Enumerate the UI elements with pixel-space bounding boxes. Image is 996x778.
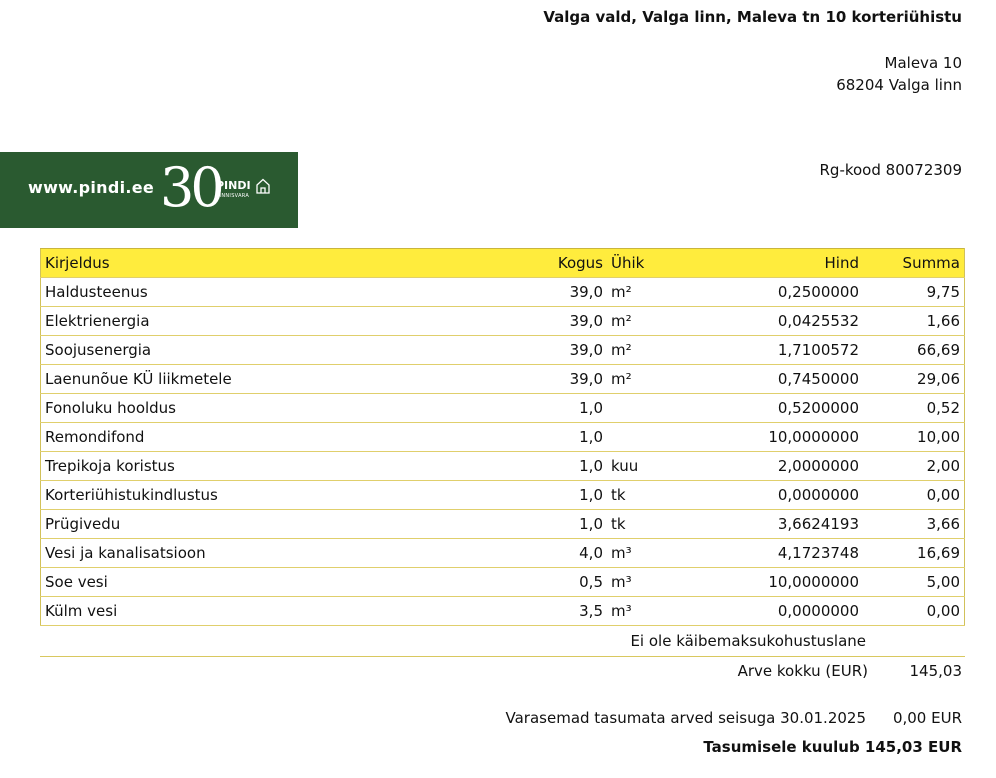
cell-price: 0,2500000: [685, 278, 863, 307]
cell-price: 4,1723748: [685, 539, 863, 568]
total-label: Arve kokku (EUR): [737, 662, 868, 680]
vat-note: Ei ole käibemaksukohustuslane: [630, 632, 866, 650]
cell-price: 0,0000000: [685, 481, 863, 510]
cell-quantity: 1,0: [529, 481, 607, 510]
cell-description: Elektrienergia: [41, 307, 530, 336]
cell-description: Korteriühistukindlustus: [41, 481, 530, 510]
cell-quantity: 39,0: [529, 365, 607, 394]
cell-unit: m²: [607, 365, 685, 394]
cell-price: 1,7100572: [685, 336, 863, 365]
cell-unit: kuu: [607, 452, 685, 481]
cell-price: 0,7450000: [685, 365, 863, 394]
cell-sum: 0,52: [863, 394, 965, 423]
cell-sum: 66,69: [863, 336, 965, 365]
header-description: Kirjeldus: [41, 249, 530, 278]
cell-description: Laenunõue KÜ liikmetele: [41, 365, 530, 394]
cell-price: 0,5200000: [685, 394, 863, 423]
pindi-banner[interactable]: [0, 152, 298, 228]
cell-price: 0,0425532: [685, 307, 863, 336]
cell-sum: 0,00: [863, 481, 965, 510]
cell-quantity: 1,0: [529, 452, 607, 481]
cell-unit: m³: [607, 597, 685, 626]
cell-unit: tk: [607, 510, 685, 539]
divider: [40, 656, 965, 657]
table-row: [41, 278, 965, 307]
banner-url[interactable]: www.pindi.ee: [28, 178, 155, 197]
house-icon: [256, 178, 270, 198]
cell-unit: m³: [607, 539, 685, 568]
header-unit: Ühik: [607, 249, 685, 278]
cell-sum: 1,66: [863, 307, 965, 336]
table-header-row: [41, 249, 965, 278]
cell-sum: 5,00: [863, 568, 965, 597]
cell-unit: m³: [607, 568, 685, 597]
company-name: Valga vald, Valga linn, Maleva tn 10 korteriühistu: [543, 8, 962, 26]
cell-quantity: 39,0: [529, 336, 607, 365]
cell-unit: m²: [607, 307, 685, 336]
table-row: [41, 307, 965, 336]
table-row: [41, 452, 965, 481]
cell-price: 0,0000000: [685, 597, 863, 626]
registry-code: Rg-kood 80072309: [819, 161, 962, 179]
cell-quantity: 0,5: [529, 568, 607, 597]
cell-sum: 3,66: [863, 510, 965, 539]
cell-description: Külm vesi: [41, 597, 530, 626]
invoice-table: [40, 248, 965, 626]
cell-unit: m²: [607, 278, 685, 307]
cell-description: Soojusenergia: [41, 336, 530, 365]
table-row: [41, 481, 965, 510]
header-sum: Summa: [863, 249, 965, 278]
address-line-2: 68204 Valga linn: [836, 76, 962, 94]
brand-name: PINDI: [216, 179, 251, 192]
total-value: 145,03: [909, 662, 962, 680]
cell-quantity: 1,0: [529, 510, 607, 539]
cell-unit: [607, 394, 685, 423]
cell-quantity: 39,0: [529, 307, 607, 336]
previous-unpaid-label: Varasemad tasumata arved seisuga 30.01.2025: [505, 709, 866, 727]
cell-sum: 9,75: [863, 278, 965, 307]
cell-quantity: 39,0: [529, 278, 607, 307]
cell-price: 3,6624193: [685, 510, 863, 539]
amount-due: Tasumisele kuulub 145,03 EUR: [703, 738, 962, 756]
table-row: [41, 597, 965, 626]
cell-price: 10,0000000: [685, 568, 863, 597]
brand-subtitle: KINNISVARA: [216, 193, 250, 199]
cell-sum: 0,00: [863, 597, 965, 626]
cell-quantity: 1,0: [529, 423, 607, 452]
cell-sum: 29,06: [863, 365, 965, 394]
table-row: [41, 539, 965, 568]
table-row: [41, 365, 965, 394]
cell-quantity: 4,0: [529, 539, 607, 568]
previous-unpaid-value: 0,00 EUR: [892, 709, 962, 727]
header-price: Hind: [685, 249, 863, 278]
cell-description: Prügivedu: [41, 510, 530, 539]
cell-sum: 10,00: [863, 423, 965, 452]
cell-description: Fonoluku hooldus: [41, 394, 530, 423]
cell-sum: 16,69: [863, 539, 965, 568]
table-row: [41, 336, 965, 365]
address-line-1: Maleva 10: [884, 54, 962, 72]
cell-unit: [607, 423, 685, 452]
cell-price: 10,0000000: [685, 423, 863, 452]
company-address: [836, 52, 962, 96]
header-quantity: Kogus: [529, 249, 607, 278]
cell-price: 2,0000000: [685, 452, 863, 481]
cell-description: Remondifond: [41, 423, 530, 452]
anniversary-number: 30: [160, 156, 221, 219]
cell-quantity: 1,0: [529, 394, 607, 423]
cell-description: Trepikoja koristus: [41, 452, 530, 481]
table-row: [41, 510, 965, 539]
cell-sum: 2,00: [863, 452, 965, 481]
table-row: [41, 423, 965, 452]
cell-unit: tk: [607, 481, 685, 510]
cell-description: Haldusteenus: [41, 278, 530, 307]
cell-quantity: 3,5: [529, 597, 607, 626]
table-row: [41, 568, 965, 597]
cell-description: Vesi ja kanalisatsioon: [41, 539, 530, 568]
table-row: [41, 394, 965, 423]
cell-description: Soe vesi: [41, 568, 530, 597]
cell-unit: m²: [607, 336, 685, 365]
